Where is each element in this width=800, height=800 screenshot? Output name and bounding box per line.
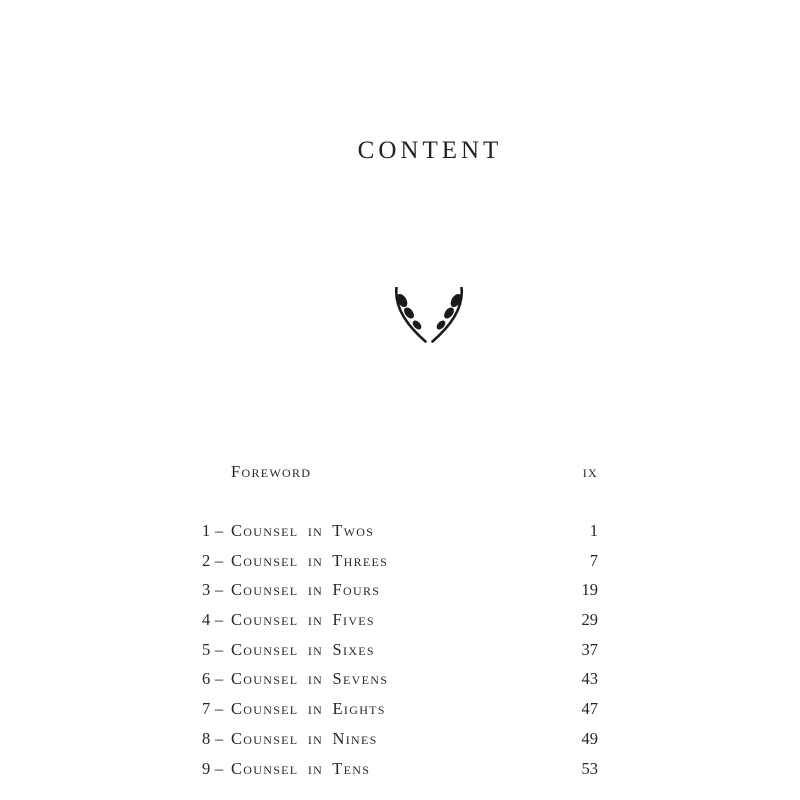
toc-entry xyxy=(202,516,598,546)
chapter-number: 3 xyxy=(202,580,211,600)
toc-entry xyxy=(202,664,598,694)
toc-entry xyxy=(202,724,598,754)
chapter-title: Counsel in Sevens xyxy=(231,669,389,689)
chapter-title: Counsel in Eights xyxy=(231,699,386,719)
toc-entry xyxy=(202,546,598,576)
page-number: 49 xyxy=(581,728,598,748)
page-number: 47 xyxy=(581,699,598,719)
page-number: 29 xyxy=(581,610,598,630)
chapter-number: 5 xyxy=(202,639,211,659)
dash-separator: – xyxy=(214,550,224,570)
dash-separator: – xyxy=(214,758,224,778)
page-number: 43 xyxy=(581,669,598,689)
foreword-page-number: ix xyxy=(582,462,598,481)
page-number: 37 xyxy=(581,639,598,659)
chapter-title: Counsel in Fives xyxy=(231,610,375,630)
toc-entry xyxy=(202,605,598,635)
dash-separator: – xyxy=(214,580,224,600)
chapter-number: 1 xyxy=(202,521,211,540)
page-number: 1 xyxy=(589,521,598,540)
chapter-number: 9 xyxy=(202,758,211,778)
page-number: 19 xyxy=(581,580,598,600)
dash-separator: – xyxy=(214,639,224,659)
chapter-title: Counsel in Threes xyxy=(231,550,389,570)
page-number: 7 xyxy=(589,550,598,570)
chapter-number: 2 xyxy=(202,550,211,570)
chapter-title: Counsel in Nines xyxy=(231,728,378,748)
chapter-title: Counsel in Sixes xyxy=(231,639,375,659)
chapter-number: 8 xyxy=(202,728,211,748)
dash-separator: – xyxy=(214,610,224,630)
dash-separator: – xyxy=(214,728,224,748)
fern-sprig-ornament xyxy=(389,287,469,343)
toc-foreword-row xyxy=(202,461,598,483)
table-of-contents xyxy=(202,461,598,783)
dash-separator: – xyxy=(214,699,224,719)
chapter-title: Counsel in Tens xyxy=(231,758,371,778)
toc-entry xyxy=(202,575,598,605)
dash-separator: – xyxy=(214,521,224,540)
chapter-number: 7 xyxy=(202,699,211,719)
page-title: CONTENT xyxy=(357,137,503,164)
foreword-label: Foreword xyxy=(231,462,312,481)
dash-separator: – xyxy=(214,669,224,689)
chapter-number: 6 xyxy=(202,669,211,689)
page-number: 53 xyxy=(581,758,598,778)
chapter-title: Counsel in Twos xyxy=(231,521,375,540)
chapter-number: 4 xyxy=(202,610,211,630)
chapter-title: Counsel in Fours xyxy=(231,580,381,600)
toc-entry xyxy=(202,635,598,665)
toc-entry xyxy=(202,754,598,784)
toc-entry xyxy=(202,694,598,724)
